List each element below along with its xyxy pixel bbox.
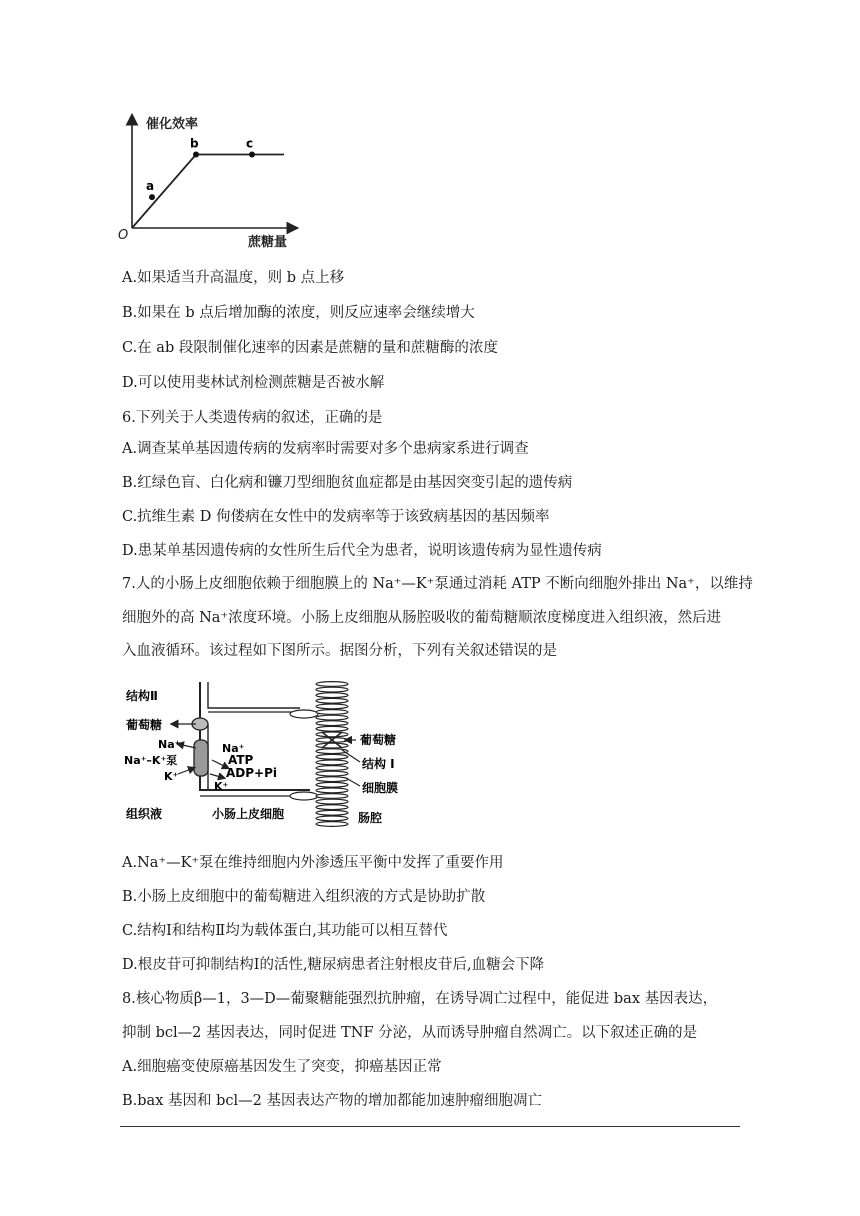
label-na-k-pump: Na⁺–K⁺泵 [124, 754, 178, 767]
q8-stem-line2: 抑制 bcl—2 基因表达，同时促进 TNF 分泌，从而诱导肿瘤自然凋亡。以下叙述正确的是 [122, 1025, 698, 1041]
q7-stem-line2: 细胞外的高 Na⁺浓度环境。小肠上皮细胞从肠腔吸收的葡萄糖顺浓度梯度进入组织液，然后进 [122, 610, 722, 626]
q5-option-a: A.如果适当升高温度，则 b 点上移 [122, 270, 345, 286]
q6-stem: 6.下列关于人类遗传病的叙述，正确的是 [122, 410, 383, 426]
q7-stem-line1: 7.人的小肠上皮细胞依赖于细胞膜上的 Na⁺—K⁺泵通过消耗 ATP 不断向细胞外排出 Na⁺，以维持 [122, 576, 753, 592]
label-glucose-right: 葡萄糖 [360, 733, 397, 747]
microvillus-segment [316, 715, 348, 720]
origin-label: O [118, 228, 129, 243]
microvillus-segment [316, 816, 348, 821]
microvilli [316, 682, 348, 827]
microvillus-segment [316, 754, 348, 759]
q6-option-c: C.抗维生素 D 佝偻病在女性中的发病率等于该致病基因的基因频率 [122, 509, 550, 525]
q6-option-d: D.患某单基因遗传病的女性所生后代全为患者，说明该遗传病为显性遗传病 [122, 543, 602, 559]
na-k-pump [194, 740, 208, 776]
microvillus-segment [316, 788, 348, 793]
point-b [193, 152, 199, 158]
x-axis-label: 蔗糖量 [248, 235, 288, 250]
k-in-arrow-left [178, 768, 194, 774]
microvillus-segment [316, 771, 348, 776]
q7-stem-line3: 入血液循环。该过程如下图所示。据图分析，下列有关叙述错误的是 [122, 643, 557, 659]
microvillus-segment [316, 704, 348, 709]
microvillus-segment [316, 766, 348, 771]
label-k-in: K⁺ [164, 770, 179, 783]
enzyme-rate-chart [0, 0, 860, 260]
q8-option-a: A.细胞癌变使原癌基因发生了突变，抑癌基因正常 [122, 1059, 442, 1075]
label-k-out: K⁺ [214, 780, 229, 793]
point-a [149, 194, 155, 200]
microvillus-segment [316, 760, 348, 765]
junction-bottom [290, 792, 318, 800]
q7-option-a: A.Na⁺—K⁺泵在维持细胞内外渗透压平衡中发挥了重要作用 [122, 855, 504, 871]
q5-option-d: D.可以使用斐林试剂检测蔗糖是否被水解 [122, 375, 385, 391]
microvillus-segment [316, 782, 348, 787]
q6-option-a: A.调查某单基因遗传病的发病率时需要对多个患病家系进行调查 [122, 441, 529, 457]
microvillus-segment [316, 822, 348, 827]
label-na-in: Na⁺ [158, 738, 181, 751]
label-atp: ATP [228, 753, 254, 767]
q5-option-b: B.如果在 b 点后增加酶的浓度，则反应速率会继续增大 [122, 305, 475, 321]
q7-option-d: D.根皮苷可抑制结构Ⅰ的活性,糖尿病患者注射根皮苷后,血糖会下降 [122, 957, 545, 973]
label-glucose-left: 葡萄糖 [126, 718, 163, 732]
label-structure-1: 结构 I [362, 757, 395, 771]
label-structure-2: 结构Ⅱ [126, 689, 158, 703]
page-footer-rule [120, 1126, 740, 1127]
junction-top [290, 710, 318, 718]
q8-option-b: B.bax 基因和 bcl—2 基因表达产物的增加都能加速肿瘤细胞凋亡 [122, 1093, 542, 1109]
microvillus-segment [316, 682, 348, 687]
point-label-b: b [190, 136, 199, 151]
microvillus-segment [316, 693, 348, 698]
y-axis-label: 催化效率 [146, 117, 199, 132]
q7-option-c: C.结构Ⅰ和结构Ⅱ均为载体蛋白,其功能可以相互替代 [122, 923, 448, 939]
k-in-arrow-right [210, 774, 224, 778]
label-na-out: Na⁺ [222, 742, 245, 755]
point-label-a: a [146, 179, 155, 194]
microvillus-segment [316, 777, 348, 782]
intestinal-transport-diagram [0, 678, 860, 838]
label-tissue-fluid: 组织液 [126, 807, 163, 821]
rate-curve [132, 155, 284, 229]
microvillus-segment [316, 732, 348, 737]
microvillus-segment [316, 726, 348, 731]
q6-option-b: B.红绿色盲、白化病和镰刀型细胞贫血症都是由基因突变引起的遗传病 [122, 475, 573, 491]
microvillus-segment [316, 743, 348, 748]
point-label-c: c [246, 136, 254, 151]
q7-option-b: B.小肠上皮细胞中的葡萄糖进入组织液的方式是协助扩散 [122, 889, 486, 905]
microvillus-segment [316, 805, 348, 810]
label-epithelial-cell: 小肠上皮细胞 [212, 807, 285, 821]
point-c [249, 152, 255, 158]
microvillus-segment [316, 721, 348, 726]
microvillus-segment [316, 799, 348, 804]
na-out-arrow [178, 744, 196, 748]
q8-stem-line1: 8.核心物质β—1，3—D—葡聚糖能强烈抗肿瘤，在诱导凋亡过程中，能促进 bax 基因表达， [122, 991, 718, 1007]
q5-option-c: C.在 ab 段限制催化速率的因素是蔗糖的量和蔗糖酶的浓度 [122, 340, 498, 356]
microvillus-segment [316, 794, 348, 799]
microvillus-segment [316, 687, 348, 692]
microvillus-segment [316, 710, 348, 715]
microvillus-segment [316, 698, 348, 703]
microvillus-segment [316, 810, 348, 815]
label-adp: ADP+Pi [226, 766, 278, 780]
label-membrane: 细胞膜 [362, 781, 399, 795]
label-lumen: 肠腔 [358, 811, 383, 825]
